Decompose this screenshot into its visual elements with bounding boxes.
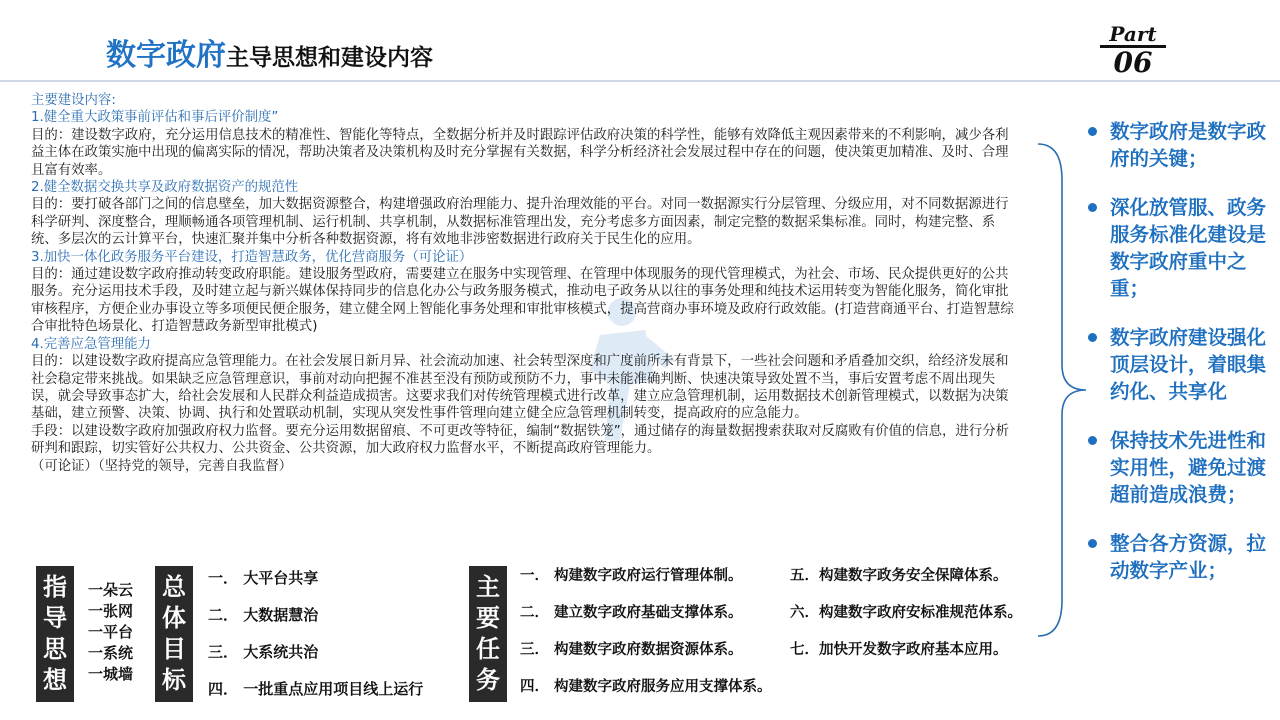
goal-item: 一． 大平台共享 [208,569,319,587]
task-item: 六．构建数字政府安标准规范体系。 [790,605,1022,621]
key-point: 深化放管服、政务服务标准化建设是数字政府重中之重； [1082,194,1272,302]
title-sub: 主导思想和建设内容 [226,45,433,71]
task-item: 二． 建立数字政府基础支撑体系。 [520,605,743,621]
key-point: 整合各方资源，拉动数字产业； [1082,530,1272,584]
task-item: 五．构建数字政务安全保障体系。 [790,568,1008,584]
guiding-item: 一平台 [88,623,134,641]
section-title: 4.完善应急管理能力 [31,336,151,352]
guiding-item: 一张网 [88,602,134,620]
key-points-list [1082,118,1272,606]
tasks-label: 主要任务 [476,573,500,694]
guiding-label-box [36,566,74,702]
task-item: 一． 构建数字政府运行管理体制。 [520,568,743,584]
key-point: 数字政府建设强化顶层设计，着眼集约化、共享化 [1082,324,1272,405]
section-paragraph: 手段：以建设数字政府加强政府权力监督。要充分运用数据留痕、不可更改等特征，编制“数据铁笼”，通过储存的海量数据搜索获取对反腐败有价值的信息，进行分析研判和跟踪，切实管好公共权力、公共资金、公共资源，加大政府权力监督水平，不断提高政府管理能力。 [31,423,1009,457]
content-heading: 主要建设内容: [31,93,116,108]
key-point: 数字政府是数字政府的关键； [1082,118,1272,172]
bullet-icon [1088,127,1097,136]
title-main: 数字政府 [106,38,226,73]
guiding-label: 指导思想 [43,573,67,694]
section-paragraph: 目的：以建设数字政府提高应急管理能力。在社会发展日新月异、社会流动加速、社会转型深度和广度前所未有背景下，一些社会问题和矛盾叠加交织，给经济发展和社会稳定带来挑战。如果缺乏应急管理意识，事前对动向把握不准甚至没有预防或预防不力，事中未能准确判断、快速决策导致处置不当，事后安置考虑不周出现失误，就会导致事态扩大，给社会发展和人民群众利益造成损害。这要求我们对传统管理模式进行改革，建立应急管理机制，运用数据技术创新管理模式，以数据为决策基础，建立预警、决策、协调、执行和处置联动机制，实现从突发性事件管理向建立健全应急管理机制转变，提高政府的应急能力。 [31,354,1009,422]
bullet-icon [1088,436,1097,445]
guiding-list [88,580,133,685]
bullet-icon [1088,539,1097,548]
section-title: 1.健全重大政策事前评估和事后评价制度” [31,110,279,126]
bullet-icon [1088,203,1097,212]
section-note: （可论证）（坚持党的领导，完善自我监督） [31,458,293,474]
part-badge [1100,24,1166,78]
section-paragraph: 目的：通过建设数字政府推动转变政府职能。建设服务型政府，需要建立在服务中实现管理、在管理中体现服务的现代管理模式，为社会、市场、民众提供更好的公共服务。充分运用技术手段，及时建立起与新兴媒体保持同步的信息化办公与政务服务模式，推动电子政务从以往的事务处理和纯技术运用转变为智能化服务，简化审批审核程序，方便企业办事设立等多项便民便企服务，建立健全网上智能化事务处理和审批审核模式，提高营商办事环境及政府行政效能。(打造营商通平台、打造智慧综合审批特色场景化、打造智慧政务新型审批模式) [31,267,1014,335]
section-paragraph: 目的：建设数字政府，充分运用信息技术的精准性、智能化等特点，全数据分析并及时跟踪评估政府决策的科学性，能够有效降低主观因素带来的不利影响，减少各利益主体在政策实施中出现的偏离实际的情况，帮助决策者及决策机构及时充分掌握有关数据，科学分析经济社会发展过程中存在的问题，使决策更加精准、及时、合理且富有效率。 [31,127,1009,178]
page-title [106,30,433,74]
task-item: 三． 构建数字政府数据资源体系。 [520,642,743,658]
task-item: 七．加快开发数字政府基本应用。 [790,642,1008,658]
guiding-item: 一朵云 [88,581,134,599]
section-title: 3.加快一体化政务服务平台建设，打造智慧政务，优化营商服务（可论证） [31,249,473,265]
guiding-item: 一城墙 [88,665,134,683]
tasks-label-box [469,566,507,702]
part-label: Part [1109,22,1157,46]
tasks-list-col2 [790,558,1022,669]
goal-item: 四． 一批重点应用项目线上运行 [208,680,424,698]
guiding-item: 一系统 [88,644,134,662]
bullet-icon [1088,333,1097,342]
goal-item: 二． 大数据慧治 [208,606,319,624]
header-divider [0,80,1280,82]
goals-list [208,560,423,708]
task-item: 四． 构建数字政府服务应用支撑体系。 [520,679,772,695]
header [0,0,1280,82]
tasks-list-col1 [520,558,772,706]
part-number: 06 [1100,45,1166,78]
main-content [31,92,1019,475]
goals-label: 总体目标 [162,573,186,694]
key-point: 保持技术先进性和实用性，避免过渡超前造成浪费； [1082,427,1272,508]
section-paragraph: 目的：要打破各部门之间的信息壁垒，加大数据资源整合，构建增强政府治理能力、提升治理效能的平台。对同一数据源实行分层管理、分级应用，对不同数据源进行科学研判、深度整合，理顺畅通各项管理机制、运行机制、共享机制，从数据标准管理出发，充分考虑多方面因素，制定完整的数据采集标准。同时，构建完整、系统、多层次的云计算平台，快速汇聚并集中分析各种数据资源，将有效地非涉密数据进行政府关于民生化的应用。 [31,197,1009,248]
section-title: 2.健全数据交换共享及政府数据资产的规范性 [31,180,299,196]
goal-item: 三． 大系统共治 [208,643,319,661]
goals-label-box [155,566,193,702]
